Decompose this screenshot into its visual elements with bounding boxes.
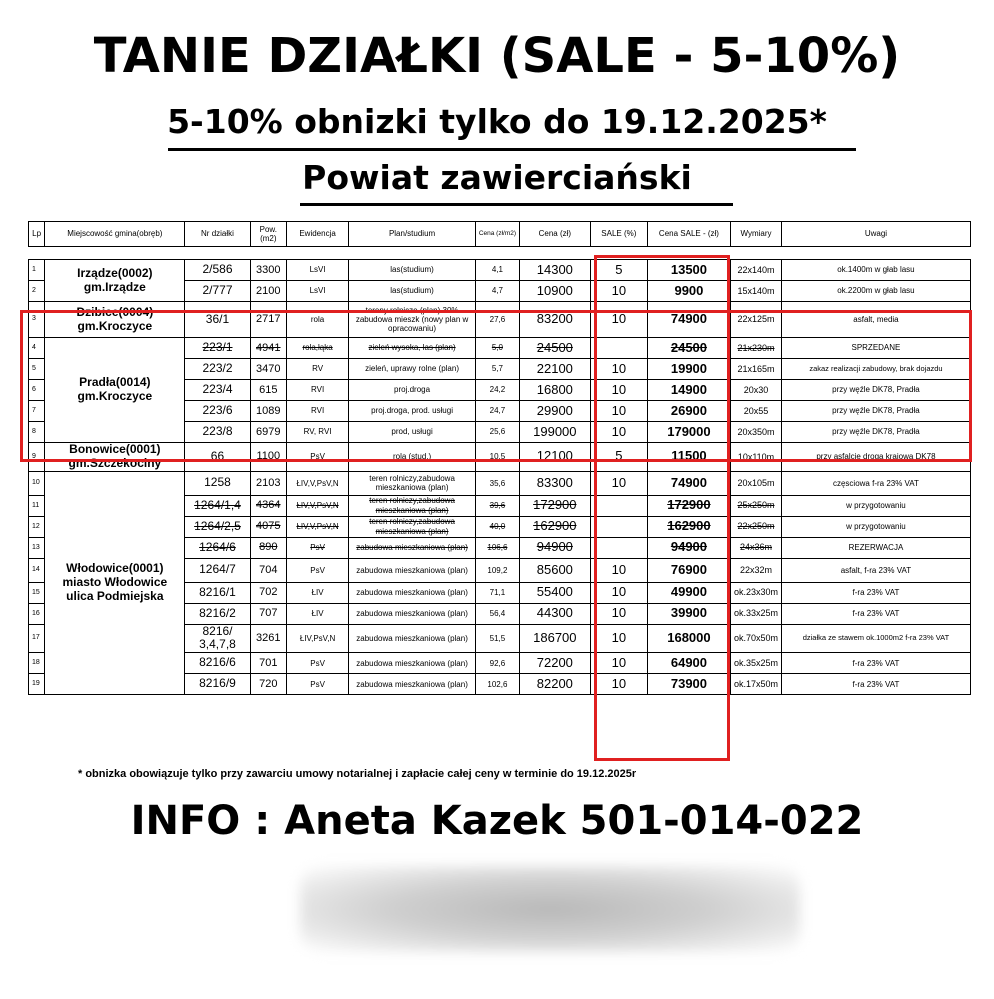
col-header: Pow. (m2)	[250, 222, 287, 247]
cell-sale-percent: 10	[590, 422, 647, 443]
col-header: SALE (%)	[590, 222, 647, 247]
page-title: TANIE DZIAŁKI (SALE - 5-10%)	[93, 28, 901, 84]
cell-lp: 13	[29, 537, 45, 558]
cell-record: ŁIV,V,PsV,N	[287, 495, 349, 516]
cell-plan: zabudowa mieszkaniowa (plan)	[349, 653, 476, 674]
cell-lp: 10	[29, 471, 45, 495]
cell-price-per-m2: 71,1	[476, 582, 520, 603]
cell-dimensions: 22x140m	[731, 260, 782, 281]
cell-plot-number: 66	[185, 443, 250, 472]
cell-dimensions: ok.70x50m	[731, 624, 782, 653]
cell-price-per-m2: 35,6	[476, 471, 520, 495]
cell-area: 2100	[250, 281, 287, 302]
cell-area: 890	[250, 537, 287, 558]
col-header: Cena (zł)	[519, 222, 590, 247]
cell-sale-percent: 10	[590, 603, 647, 624]
cell-price-per-m2: 40,0	[476, 516, 520, 537]
cell-sale-price: 13500	[647, 260, 730, 281]
cell-plan: zabudowa mieszkaniowa (plan)	[349, 558, 476, 582]
cell-notes: f-ra 23% VAT	[781, 582, 970, 603]
cell-plan: teren rolniczy,zabudowa mieszkaniowa (plan)	[349, 495, 476, 516]
col-header: Cena (zł/m2)	[476, 222, 520, 247]
cell-location: Bonowice(0001) gm.Szczekociny	[45, 443, 185, 472]
cell-lp: 11	[29, 495, 45, 516]
cell-sale-price: 19900	[647, 359, 730, 380]
cell-dimensions: 20x55	[731, 401, 782, 422]
cell-notes: ok.2200m w głab lasu	[781, 281, 970, 302]
col-header: Ewidencja	[287, 222, 349, 247]
cell-plot-number: 223/6	[185, 401, 250, 422]
col-header: Lp	[29, 222, 45, 247]
cell-notes: REZERWACJA	[781, 537, 970, 558]
cell-dimensions: 21x230m	[731, 338, 782, 359]
cell-price: 55400	[519, 582, 590, 603]
cell-location: Włodowice(0001) miasto Włodowice ulica Podmiejska	[45, 471, 185, 695]
cell-plot-number: 8216/1	[185, 582, 250, 603]
kroczyce-rows-highlight	[20, 310, 972, 462]
cell-notes: przy asfalcie droga krajowa DK78	[781, 443, 970, 472]
cell-sale-price: 26900	[647, 401, 730, 422]
cell-price-per-m2: 5,7	[476, 359, 520, 380]
cell-notes: ok.1400m w głab lasu	[781, 260, 970, 281]
cell-plot-number: 223/4	[185, 380, 250, 401]
cell-area: 3300	[250, 260, 287, 281]
cell-sale-price: 39900	[647, 603, 730, 624]
cell-notes: w przygotowaniu	[781, 495, 970, 516]
cell-plot-number: 1264/7	[185, 558, 250, 582]
cell-price: 83300	[519, 471, 590, 495]
cell-notes: SPRZEDANE	[781, 338, 970, 359]
cell-area: 1089	[250, 401, 287, 422]
cell-plot-number: 1264/2,5	[185, 516, 250, 537]
cell-sale-price: 168000	[647, 624, 730, 653]
cell-lp: 3	[29, 302, 45, 338]
cell-plan: las(studium)	[349, 281, 476, 302]
cell-notes: f-ra 23% VAT	[781, 603, 970, 624]
cell-dimensions: 20x30	[731, 380, 782, 401]
cell-plot-number: 8216/2	[185, 603, 250, 624]
table-header	[29, 222, 971, 247]
cell-area: 6979	[250, 422, 287, 443]
cell-price: 29900	[519, 401, 590, 422]
cell-plan: zieleń, uprawy rolne (plan)	[349, 359, 476, 380]
cell-area: 707	[250, 603, 287, 624]
cell-record: PsV	[287, 674, 349, 695]
cell-plot-number: 1258	[185, 471, 250, 495]
cell-sale-percent: 10	[590, 582, 647, 603]
cell-sale-percent: 10	[590, 653, 647, 674]
cell-area: 720	[250, 674, 287, 695]
cell-lp: 19	[29, 674, 45, 695]
cell-price: 44300	[519, 603, 590, 624]
cell-plot-number: 223/8	[185, 422, 250, 443]
cell-plan: zieleń wysoka, las (plan)	[349, 338, 476, 359]
cell-plan: tereny rolnicze (plan) 30% zabudowa mieszk (nowy plan w opracowaniu)	[349, 302, 476, 338]
cell-sale-percent: 5	[590, 260, 647, 281]
sale-subtitle: 5-10% obnizki tylko do 19.12.2025*	[167, 102, 827, 141]
cell-record: rola	[287, 302, 349, 338]
cell-price: 24500	[519, 338, 590, 359]
cell-lp: 12	[29, 516, 45, 537]
cell-plot-number: 1264/1,4	[185, 495, 250, 516]
cell-sale-price: 64900	[647, 653, 730, 674]
cell-area: 4941	[250, 338, 287, 359]
cell-area: 702	[250, 582, 287, 603]
cell-price-per-m2: 4,1	[476, 260, 520, 281]
cell-record: RV	[287, 359, 349, 380]
cell-sale-price: 76900	[647, 558, 730, 582]
cell-lp: 9	[29, 443, 45, 472]
cell-plot-number: 2/586	[185, 260, 250, 281]
col-header: Nr działki	[185, 222, 250, 247]
cell-price-per-m2: 106,6	[476, 537, 520, 558]
cell-location: Irządze(0002) gm.Irządze	[45, 260, 185, 302]
table-row	[29, 260, 971, 281]
cell-area: 4364	[250, 495, 287, 516]
cell-record: RVI	[287, 380, 349, 401]
cell-sale-percent: 10	[590, 401, 647, 422]
cell-price-per-m2: 4,7	[476, 281, 520, 302]
subtitle-underline	[168, 148, 856, 151]
cell-record: PsV	[287, 558, 349, 582]
cell-sale-percent: 10	[590, 624, 647, 653]
cell-record: PsV	[287, 443, 349, 472]
col-header: Wymiary	[731, 222, 782, 247]
cell-lp: 14	[29, 558, 45, 582]
cell-record: ŁIV	[287, 582, 349, 603]
cell-area: 4075	[250, 516, 287, 537]
col-header: Cena SALE - (zł)	[647, 222, 730, 247]
cell-dimensions: ok.23x30m	[731, 582, 782, 603]
cell-location: Dzibice(0004) gm.Kroczyce	[45, 302, 185, 338]
cell-price: 12100	[519, 443, 590, 472]
cell-sale-price: 14900	[647, 380, 730, 401]
cell-price: 172900	[519, 495, 590, 516]
cell-plan: zabudowa mieszkaniowa (plan)	[349, 603, 476, 624]
cell-dimensions: ok.33x25m	[731, 603, 782, 624]
cell-lp: 18	[29, 653, 45, 674]
cell-sale-price: 162900	[647, 516, 730, 537]
cell-lp: 7	[29, 401, 45, 422]
cell-price-per-m2: 25,6	[476, 422, 520, 443]
cell-record: RVI	[287, 401, 349, 422]
cell-price-per-m2: 27,6	[476, 302, 520, 338]
cell-price-per-m2: 56,4	[476, 603, 520, 624]
region-underline	[300, 203, 733, 206]
cell-plan: rola (stud.)	[349, 443, 476, 472]
cell-dimensions: ok.17x50m	[731, 674, 782, 695]
cell-notes: asfalt, media	[781, 302, 970, 338]
cell-notes: przy węźle DK78, Pradła	[781, 401, 970, 422]
cell-record: LsVI	[287, 281, 349, 302]
cell-dimensions: 24x36m	[731, 537, 782, 558]
cell-record: LsVI	[287, 260, 349, 281]
cell-plan: prod, usługi	[349, 422, 476, 443]
cell-price-per-m2: 109,2	[476, 558, 520, 582]
cell-plan: teren rolniczy,zabudowa mieszkaniowa (plan)	[349, 516, 476, 537]
cell-plot-number: 223/2	[185, 359, 250, 380]
cell-notes: przy węźle DK78, Pradła	[781, 422, 970, 443]
table-spacer	[29, 247, 971, 260]
cell-dimensions: ok.35x25m	[731, 653, 782, 674]
cell-plan: proj.droga, prod. usługi	[349, 401, 476, 422]
cell-sale-price: 172900	[647, 495, 730, 516]
cell-plan: las(studium)	[349, 260, 476, 281]
cell-area: 3261	[250, 624, 287, 653]
cell-plan: zabudowa mieszkaniowa (plan)	[349, 674, 476, 695]
region-title: Powiat zawierciański	[302, 158, 692, 197]
cell-price: 83200	[519, 302, 590, 338]
cell-price-per-m2: 24,2	[476, 380, 520, 401]
table-row	[29, 471, 971, 495]
cell-area: 701	[250, 653, 287, 674]
col-header: Plan/studium	[349, 222, 476, 247]
cell-plan: proj.droga	[349, 380, 476, 401]
cell-lp: 2	[29, 281, 45, 302]
cell-notes: asfalt, f-ra 23% VAT	[781, 558, 970, 582]
cell-notes: w przygotowaniu	[781, 516, 970, 537]
cell-location: Pradła(0014) gm.Kroczyce	[45, 338, 185, 443]
cell-plot-number: 8216/6	[185, 653, 250, 674]
cell-dimensions: 25x250m	[731, 495, 782, 516]
cell-sale-percent: 10	[590, 674, 647, 695]
cell-dimensions: 22x125m	[731, 302, 782, 338]
cell-price: 16800	[519, 380, 590, 401]
cell-sale-percent: 10	[590, 471, 647, 495]
cell-sale-price: 49900	[647, 582, 730, 603]
cell-sale-percent: 10	[590, 302, 647, 338]
cell-record: rola,łąka	[287, 338, 349, 359]
cell-notes: częsciowa f-ra 23% VAT	[781, 471, 970, 495]
cell-notes: działka ze stawem ok.1000m2 f-ra 23% VAT	[781, 624, 970, 653]
cell-price-per-m2: 10,5	[476, 443, 520, 472]
cell-dimensions: 20x350m	[731, 422, 782, 443]
cell-plot-number: 223/1	[185, 338, 250, 359]
cell-sale-percent: 10	[590, 359, 647, 380]
contact-info: INFO : Aneta Kazek 501-014-022	[130, 798, 864, 844]
footnote: * obnizka obowiązuje tylko przy zawarciu umowy notarialnej i zapłacie całej ceny w terminie do 19.12.2025r	[78, 768, 637, 780]
cell-sale-percent: 10	[590, 281, 647, 302]
cell-dimensions: 22x250m	[731, 516, 782, 537]
cell-plot-number: 1264/6	[185, 537, 250, 558]
cell-price: 94900	[519, 537, 590, 558]
cell-lp: 1	[29, 260, 45, 281]
cell-price-per-m2: 102,6	[476, 674, 520, 695]
cell-price-per-m2: 39,6	[476, 495, 520, 516]
cell-price-per-m2: 92,6	[476, 653, 520, 674]
cell-sale-price: 94900	[647, 537, 730, 558]
cell-plot-number: 8216/9	[185, 674, 250, 695]
cell-lp: 17	[29, 624, 45, 653]
cell-notes: przy węźle DK78, Pradła	[781, 380, 970, 401]
cell-price: 72200	[519, 653, 590, 674]
cell-plan: zabudowa mieszkaniowa (plan)	[349, 624, 476, 653]
cell-dimensions: 15x140m	[731, 281, 782, 302]
cell-price: 186700	[519, 624, 590, 653]
cell-lp: 4	[29, 338, 45, 359]
cell-dimensions: 21x165m	[731, 359, 782, 380]
cell-area: 2717	[250, 302, 287, 338]
cell-notes: f-ra 23% VAT	[781, 674, 970, 695]
cell-price: 85600	[519, 558, 590, 582]
cell-price-per-m2: 5,0	[476, 338, 520, 359]
cell-dimensions: 20x105m	[731, 471, 782, 495]
cell-price-per-m2: 51,5	[476, 624, 520, 653]
cell-notes: zakaz realizacji zabudowy, brak dojazdu	[781, 359, 970, 380]
cell-dimensions: 22x32m	[731, 558, 782, 582]
cell-area: 2103	[250, 471, 287, 495]
col-header: Uwagi	[781, 222, 970, 247]
cell-lp: 15	[29, 582, 45, 603]
cell-sale-price: 74900	[647, 302, 730, 338]
cell-area: 1100	[250, 443, 287, 472]
cell-plan: zabudowa mieszkaniowa (plan)	[349, 582, 476, 603]
cell-price: 22100	[519, 359, 590, 380]
cell-sale-price: 9900	[647, 281, 730, 302]
cell-lp: 6	[29, 380, 45, 401]
blurred-region	[300, 866, 800, 952]
cell-record: RV, RVI	[287, 422, 349, 443]
cell-plot-number: 2/777	[185, 281, 250, 302]
cell-sale-price: 24500	[647, 338, 730, 359]
cell-price: 82200	[519, 674, 590, 695]
cell-area: 3470	[250, 359, 287, 380]
cell-record: PsV	[287, 537, 349, 558]
cell-plot-number: 8216/ 3,4,7,8	[185, 624, 250, 653]
cell-sale-percent: 10	[590, 380, 647, 401]
cell-price: 199000	[519, 422, 590, 443]
cell-sale-percent: 5	[590, 443, 647, 472]
cell-price: 10900	[519, 281, 590, 302]
cell-record: PsV	[287, 653, 349, 674]
cell-plan: teren rolniczy,zabudowa mieszkaniowa (plan)	[349, 471, 476, 495]
cell-record: ŁIV,PsV,N	[287, 624, 349, 653]
cell-area: 704	[250, 558, 287, 582]
cell-price: 162900	[519, 516, 590, 537]
cell-dimensions: 10x110m	[731, 443, 782, 472]
cell-plot-number: 36/1	[185, 302, 250, 338]
cell-notes: f-ra 23% VAT	[781, 653, 970, 674]
cell-price: 14300	[519, 260, 590, 281]
cell-sale-price: 11500	[647, 443, 730, 472]
cell-record: ŁIV,V,PsV,N	[287, 471, 349, 495]
cell-lp: 5	[29, 359, 45, 380]
cell-sale-percent: 10	[590, 558, 647, 582]
cell-lp: 8	[29, 422, 45, 443]
cell-sale-price: 73900	[647, 674, 730, 695]
cell-record: ŁIV,V,PsV,N	[287, 516, 349, 537]
cell-sale-price: 74900	[647, 471, 730, 495]
cell-area: 615	[250, 380, 287, 401]
cell-sale-price: 179000	[647, 422, 730, 443]
cell-lp: 16	[29, 603, 45, 624]
cell-plan: zabudowa mieszkaniowa (plan)	[349, 537, 476, 558]
cell-record: ŁIV	[287, 603, 349, 624]
col-header: Miejscowość gmina(obręb)	[45, 222, 185, 247]
cell-price-per-m2: 24,7	[476, 401, 520, 422]
